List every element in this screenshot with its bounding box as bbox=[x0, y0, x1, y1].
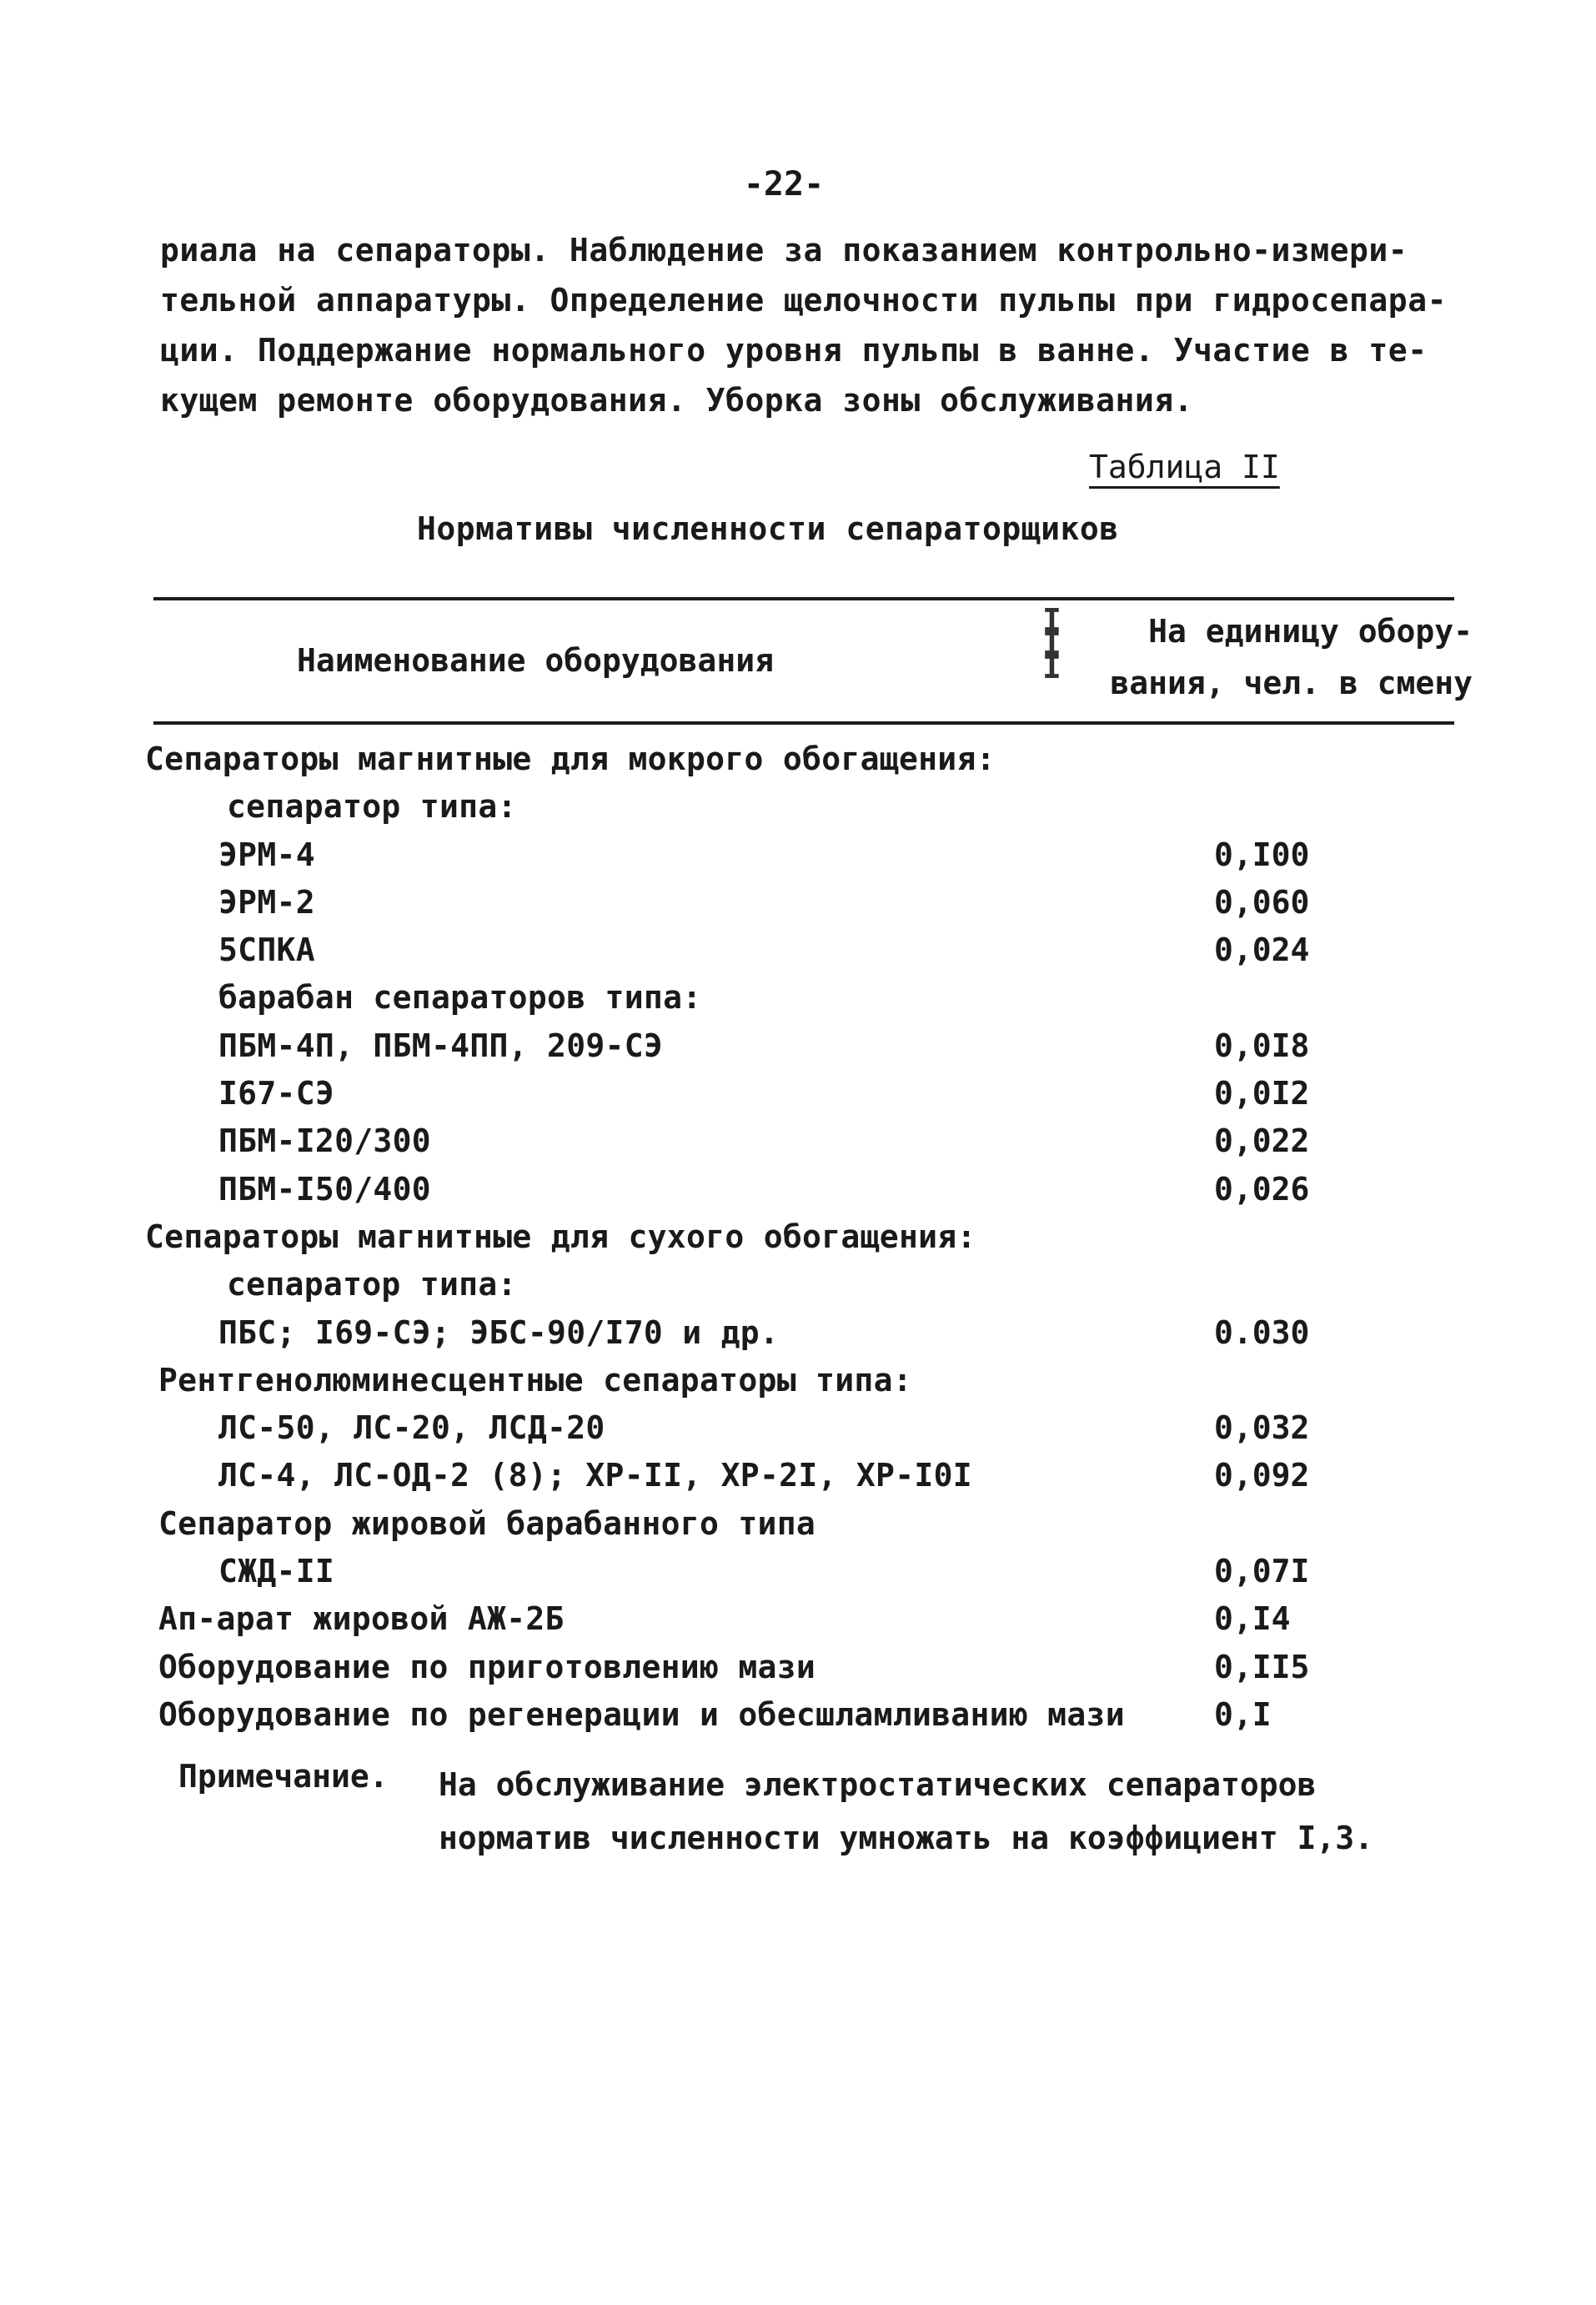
norm-value: 0,0I8 bbox=[1214, 1027, 1310, 1064]
equipment-name: сепаратор типа: bbox=[227, 788, 517, 826]
equipment-name: Ап-арат жировой АЖ-2Б bbox=[158, 1600, 565, 1638]
equipment-name: сепаратор типа: bbox=[227, 1266, 517, 1303]
equipment-name: ПБМ-4П, ПБМ-4ПП, 209-СЭ bbox=[218, 1027, 664, 1064]
page-number: -22- bbox=[743, 165, 825, 203]
equipment-name: Оборудование по регенерации и обесшламливанию мази bbox=[158, 1695, 1125, 1733]
table-row bbox=[0, 974, 1596, 1022]
norm-value: 0,092 bbox=[1214, 1457, 1310, 1494]
table-row bbox=[0, 1644, 1596, 1691]
table-row bbox=[0, 1357, 1596, 1404]
norm-value: 0,032 bbox=[1214, 1409, 1310, 1447]
norm-value: 0,I bbox=[1214, 1695, 1272, 1733]
equipment-name: СЖД-II bbox=[218, 1553, 335, 1590]
norm-value: 0,II5 bbox=[1214, 1648, 1310, 1685]
equipment-name: ПБМ-I20/300 bbox=[218, 1122, 431, 1160]
equipment-name: Оборудование по приготовлению мази bbox=[158, 1648, 816, 1685]
table-row bbox=[0, 1070, 1596, 1117]
table-row bbox=[0, 1595, 1596, 1643]
norm-value: 0,I4 bbox=[1214, 1600, 1291, 1638]
table-row bbox=[0, 1500, 1596, 1548]
equipment-name: ЛС-4, ЛС-ОД-2 (8); ХР-II, ХР-2I, ХР-I0I bbox=[218, 1457, 972, 1494]
table-row bbox=[0, 1404, 1596, 1452]
table-row bbox=[0, 1548, 1596, 1595]
table-label: Таблица II bbox=[1089, 449, 1280, 485]
norm-value: 0.030 bbox=[1214, 1313, 1310, 1351]
table-row bbox=[0, 1213, 1596, 1261]
equipment-name: барабан сепараторов типа: bbox=[218, 979, 702, 1017]
table-row bbox=[0, 879, 1596, 927]
table-row bbox=[0, 783, 1596, 831]
equipment-name: ПБМ-I50/400 bbox=[218, 1170, 431, 1208]
table-row bbox=[0, 1261, 1596, 1308]
table-row bbox=[0, 1452, 1596, 1499]
header-equipment-name: Наименование оборудования bbox=[297, 642, 774, 679]
table-title: Нормативы численности сепараторщиков bbox=[417, 510, 1119, 547]
note-line: норматив численности умножать на коэффициент I,3. bbox=[439, 1820, 1374, 1856]
header-per-unit-line: вания, чел. в смену bbox=[1110, 665, 1473, 701]
note-text bbox=[439, 1758, 1373, 1865]
table-row bbox=[0, 831, 1596, 879]
table-row bbox=[0, 1166, 1596, 1213]
table-row bbox=[0, 1022, 1596, 1070]
table-row bbox=[0, 736, 1596, 783]
table-top-rule bbox=[153, 597, 1454, 600]
equipment-name: I67-СЭ bbox=[218, 1075, 335, 1112]
intro-line: ции. Поддержание нормального уровня пульпы в ванне. Участие в те- bbox=[160, 332, 1428, 369]
header-per-unit bbox=[1089, 605, 1473, 709]
table-body bbox=[0, 736, 1596, 1739]
table-row bbox=[0, 1691, 1596, 1739]
equipment-name: ЭРМ-4 bbox=[218, 836, 315, 873]
norm-value: 0,024 bbox=[1214, 932, 1310, 969]
norm-value: 0,07I bbox=[1214, 1553, 1310, 1590]
norm-value: 0,0I2 bbox=[1214, 1075, 1310, 1112]
equipment-name: Сепаратор жировой барабанного типа bbox=[158, 1504, 816, 1542]
intro-paragraph bbox=[160, 225, 1461, 425]
equipment-name: 5СПКА bbox=[218, 932, 315, 969]
equipment-name: Сепараторы магнитные для мокрого обогащения: bbox=[145, 741, 996, 777]
norm-value: 0,026 bbox=[1214, 1170, 1310, 1208]
table-row bbox=[0, 1309, 1596, 1357]
table-row bbox=[0, 1117, 1596, 1165]
norm-value: 0,060 bbox=[1214, 883, 1310, 921]
equipment-name: ЛС-50, ЛС-20, ЛСД-20 bbox=[218, 1409, 605, 1447]
table-row bbox=[0, 927, 1596, 974]
note-label: Примечание. bbox=[178, 1758, 389, 1795]
intro-line: тельной аппаратуры. Определение щелочности пульпы при гидросепара- bbox=[160, 282, 1447, 319]
table-header-rule bbox=[153, 721, 1454, 725]
note-line: На обслуживание электростатических сепараторов bbox=[439, 1766, 1317, 1803]
header-column-divider: I I I bbox=[1042, 602, 1061, 685]
equipment-name: Рентгенолюминесцентные сепараторы типа: bbox=[158, 1361, 912, 1399]
intro-line: кущем ремонте оборудования. Уборка зоны обслуживания. bbox=[160, 382, 1194, 419]
equipment-name: ЭРМ-2 bbox=[218, 883, 315, 921]
norm-value: 0,022 bbox=[1214, 1122, 1310, 1160]
equipment-name: ПБС; I69-СЭ; ЭБС-90/I70 и др. bbox=[218, 1313, 780, 1351]
norm-value: 0,I00 bbox=[1214, 836, 1310, 873]
header-per-unit-line: На единицу обору- bbox=[1148, 613, 1473, 650]
intro-line: риала на сепараторы. Наблюдение за показанием контрольно-измери- bbox=[160, 232, 1408, 269]
equipment-name: Сепараторы магнитные для сухого обогащения: bbox=[145, 1218, 976, 1255]
